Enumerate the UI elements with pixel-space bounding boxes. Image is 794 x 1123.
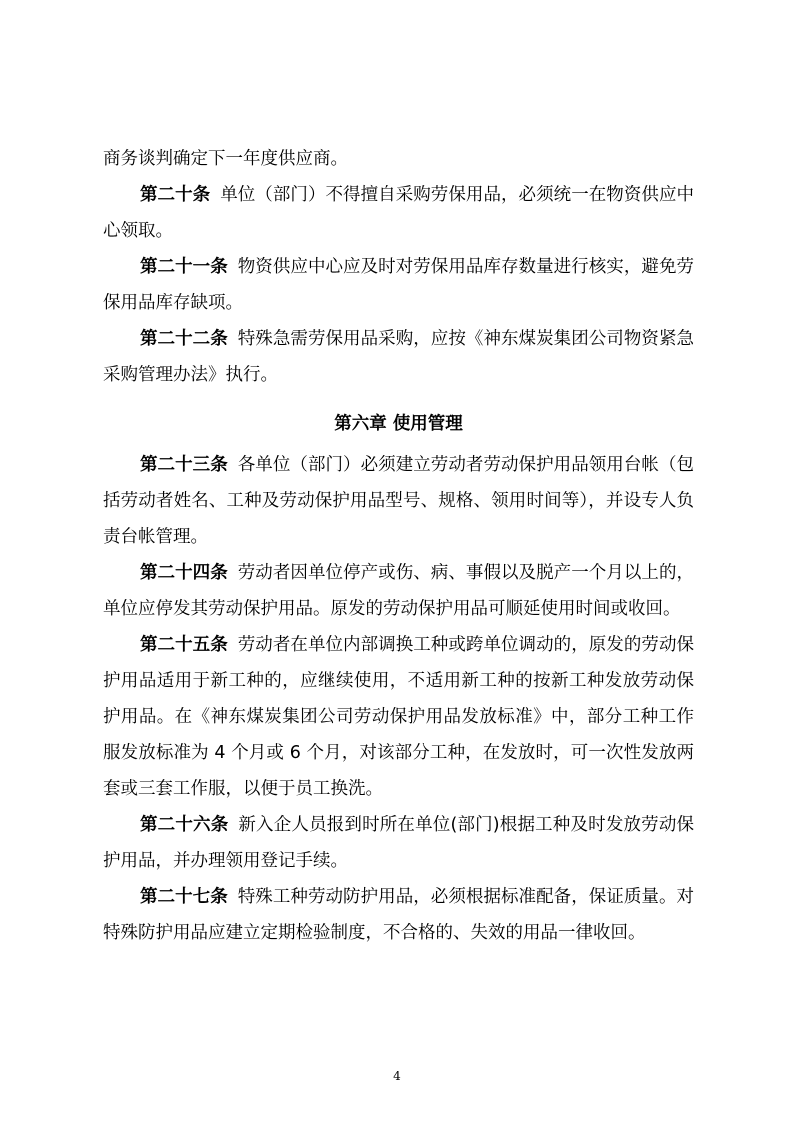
article-text: 劳动者在单位内部调换工种或跨单位调动的，原发的劳动保护用品适用于新工种的，应继续使用，不适用新工种的按新工种发放劳动保护用品。在《神东煤炭集团公司劳动保护用品发放标准》中，部分工种工作服发放标准为 4 个月或 6 个月，对该部分工种，在发放时，可一次性发放两套或三套工作服，以便于员工换洗。 <box>103 635 694 799</box>
article-label: 第二十四条 <box>140 563 228 583</box>
article-label: 第二十六条 <box>140 815 229 835</box>
page-number: 4 <box>393 1069 401 1083</box>
article-22 <box>103 321 694 393</box>
article-20 <box>103 177 694 249</box>
article-21 <box>103 249 694 321</box>
document-body <box>103 141 694 951</box>
article-label: 第二十三条 <box>140 455 228 475</box>
article-text: 各单位（部门）必须建立劳动者劳动保护用品领用台帐（包括劳动者姓名、工种及劳动保护用品型号、规格、领用时间等），并设专人负责台帐管理。 <box>103 455 694 547</box>
article-text: 物资供应中心应及时对劳保用品库存数量进行核实，避免劳保用品库存缺项。 <box>103 257 694 313</box>
chapter-title: 第六章 使用管理 <box>334 414 463 434</box>
article-label: 第二十条 <box>140 185 211 205</box>
article-text: 新入企人员报到时所在单位(部门)根据工种及时发放劳动保护用品，并办理领用登记手续。 <box>103 815 695 871</box>
article-label: 第二十二条 <box>140 329 228 349</box>
article-text: 劳动者因单位停产或伤、病、事假以及脱产一个月以上的，单位应停发其劳动保护用品。原发的劳动保护用品可顺延使用时间或收回。 <box>103 563 694 619</box>
article-24 <box>103 555 694 627</box>
continued-paragraph: 商务谈判确定下一年度供应商。 <box>103 149 348 169</box>
article-text: 单位（部门）不得擅自采购劳保用品，必须统一在物资供应中心领取。 <box>103 185 695 241</box>
article-25 <box>103 627 694 807</box>
article-23 <box>103 447 694 555</box>
article-text: 特殊工种劳动防护用品，必须根据标准配备，保证质量。对特殊防护用品应建立定期检验制度，不合格的、失效的用品一律收回。 <box>103 887 694 943</box>
article-label: 第二十七条 <box>140 887 228 907</box>
article-label: 第二十五条 <box>140 635 228 655</box>
article-26 <box>103 807 694 879</box>
article-27 <box>103 879 694 951</box>
article-text: 特殊急需劳保用品采购，应按《神东煤炭集团公司物资紧急采购管理办法》执行。 <box>103 329 694 385</box>
article-label: 第二十一条 <box>140 257 228 277</box>
